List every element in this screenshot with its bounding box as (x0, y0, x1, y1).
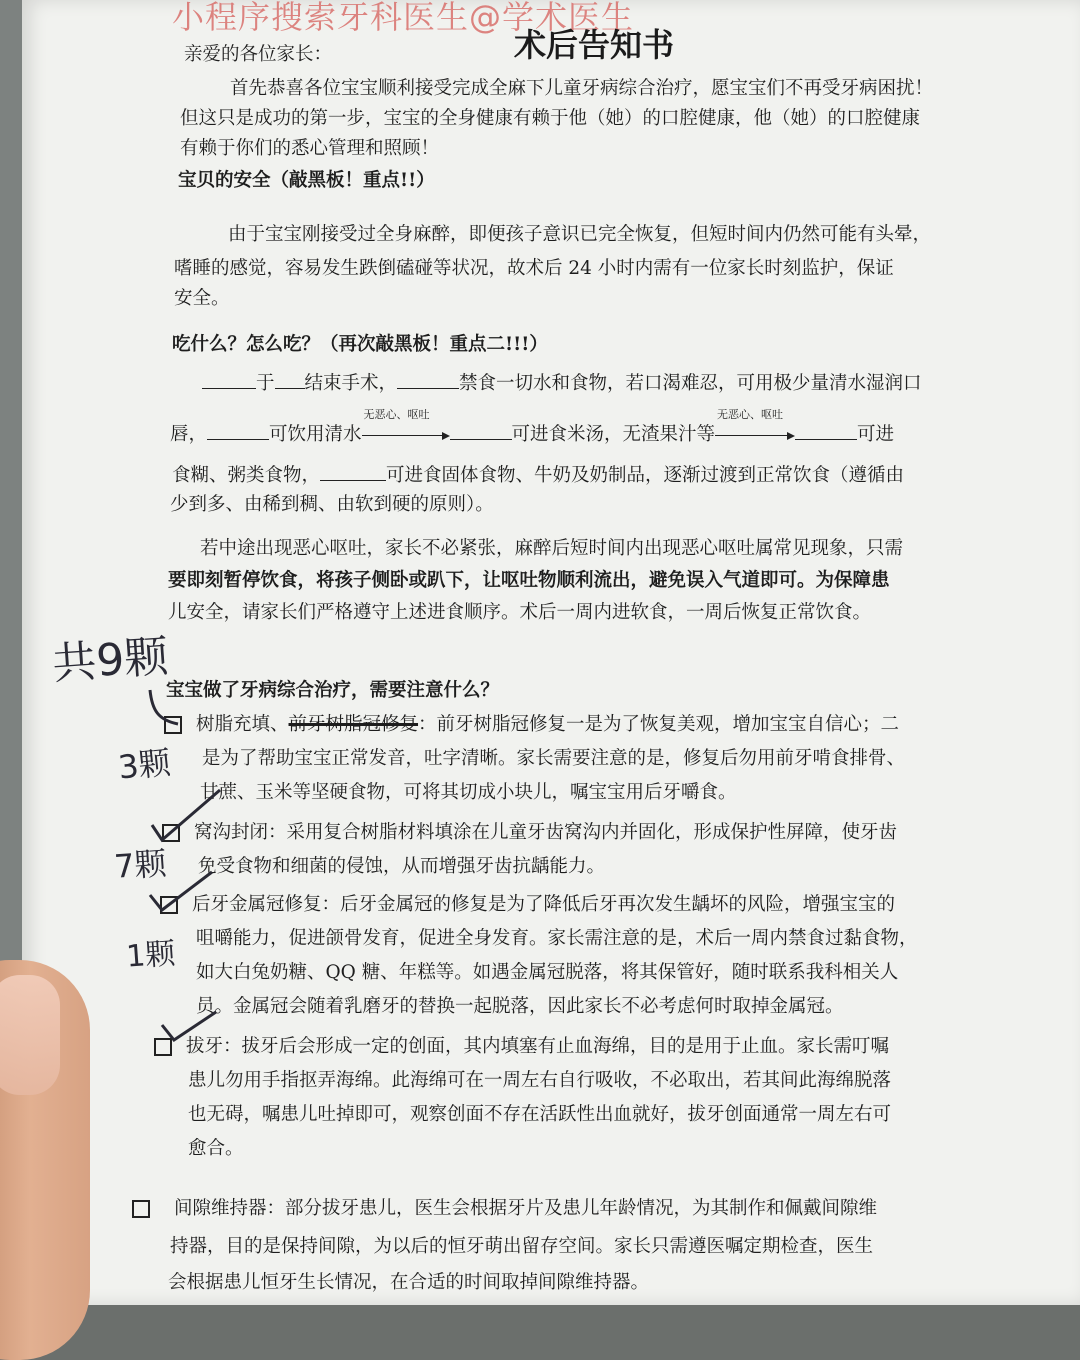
crown-line-3: 如大白兔奶糖、QQ 糖、年糕等。如遇金属冠脱落，将其保管好，随时联系我科相关人 (196, 962, 899, 983)
handwritten-total: 共9颗 (50, 631, 170, 690)
handwritten-resin-count: 3颗 (116, 743, 173, 787)
resin-line-2: 是为了帮助宝宝正常发音，吐字清晰。家长需要注意的是，修复后勿用前牙啃食排骨、 (202, 748, 906, 769)
crown-line-4: 员。金属冠会随着乳磨牙的替换一起脱落，因此家长不必考虑何时取掉金属冠。 (196, 996, 844, 1017)
greeting: 亲爱的各位家长： (184, 44, 333, 65)
checkmark-strokes (122, 640, 242, 1080)
page-title: 术后告知书 (514, 26, 675, 64)
arrow-no-nausea-2: 无恶心、呕吐 (715, 420, 795, 440)
sealant-line-2: 免受食物和细菌的侵蚀，从而增强牙齿抗龋能力。 (198, 856, 606, 877)
fill-blank-soup[interactable] (450, 421, 512, 440)
safety-line-1: 由于宝宝刚接受过全身麻醉，即便孩子意识已完全恢复，但短时间内仍然可能有头晕， (228, 224, 932, 245)
fill-blank-porridge[interactable] (795, 421, 857, 440)
resin-line-1: 树脂充填、前牙树脂冠修复：前牙树脂冠修复一是为了恢复美观，增加宝宝自信心；二 (164, 712, 899, 738)
intro-line-2: 但这只是成功的第一步，宝宝的全身健康有赖于他（她）的口腔健康，他（她）的口腔健康 (180, 108, 921, 129)
extract-line-2: 患儿勿用手指抠弄海绵。此海绵可在一周左右自行吸收，不必取出，若其间此海绵脱落 (188, 1070, 892, 1091)
extract-line-4: 愈合。 (188, 1138, 244, 1159)
vomit-line-3: 儿安全，请家长们严格遵守上述进食顺序。术后一周内进软食，一周后恢复正常饮食。 (168, 602, 872, 623)
handwritten-sealant-count: 7颗 (112, 844, 168, 886)
crown-line-2: 咀嚼能力，促进颌骨发育，促进全身发育。家长需注意的是，术后一周内禁食过黏食物， (196, 928, 918, 949)
eating-line-3: 食糊、粥类食物， 可进食固体食物、牛奶及奶制品，逐渐过渡到正常饮食（遵循由 (172, 462, 904, 489)
fill-blank-time[interactable] (202, 370, 256, 389)
maintainer-line-2: 持器，目的是保持间隙，为以后的恒牙萌出留存空间。家长只需遵医嘱定期检查，医生 (170, 1236, 874, 1257)
fill-blank-water[interactable] (207, 421, 269, 440)
eating-heading: 吃什么？怎么吃？（再次敲黑板！重点二!!!） (172, 334, 548, 355)
maintainer-line-1: 间隙维持器：部分拔牙患儿，医生会根据牙片及患儿年龄情况，为其制作和佩戴间隙维 (132, 1196, 877, 1222)
vomit-line-1: 若中途出现恶心呕吐，家长不必紧张，麻醉后短时间内出现恶心呕吐属常见现象，只需 (200, 538, 904, 559)
extract-line-1: 拔牙：拔牙后会形成一定的创面，其内填塞有止血海绵，目的是用于止血。家长需叮嘱 (154, 1034, 889, 1060)
vomit-line-2: 要即刻暂停饮食，将孩子侧卧或趴下，让呕吐物顺利流出，避免误入气道即可。为保障患 (168, 570, 890, 591)
resin-line-3: 甘蔗、玉米等坚硬食物，可将其切成小块儿，嘱宝宝用后牙嚼食。 (200, 782, 737, 803)
fill-blank-hour[interactable] (275, 370, 305, 389)
sealant-line-1: 窝沟封闭：采用复合树脂材料填涂在儿童牙齿窝沟内并固化，形成保护性屏障，使牙齿 (162, 820, 897, 846)
safety-line-3: 安全。 (174, 288, 230, 309)
thumbnail (0, 975, 60, 1095)
fill-blank-solid[interactable] (320, 462, 386, 481)
document-page (22, 0, 1080, 1305)
safety-line-2: 嗜睡的感觉，容易发生跌倒磕碰等状况，故术后 24 小时内需有一位家长时刻监护，保证 (174, 258, 894, 279)
intro-line-3: 有赖于你们的悉心管理和照顾！ (180, 138, 440, 159)
checkbox-maintainer[interactable] (132, 1200, 150, 1218)
crown-line-1: 后牙金属冠修复：后牙金属冠的修复是为了降低后牙再次发生龋坏的风险，增强宝宝的 (160, 892, 895, 918)
eating-line-2: 唇， 可饮用清水 无恶心、呕吐 可进食米汤，无渣果汁等 无恶心、呕吐 可进 (170, 408, 895, 445)
watermark: 小程序搜索牙科医生@学术医生 (172, 0, 635, 36)
extract-line-3: 也无碍，嘱患儿吐掉即可，观察创面不存在活跃性出血就好，拔牙创面通常一周左右可 (188, 1104, 892, 1125)
eating-line-1: 于 结束手术， 禁食一切水和食物，若口渴难忍，可用极少量清水湿润口 (202, 370, 922, 397)
safety-heading: 宝贝的安全（敲黑板！重点!!） (178, 170, 435, 191)
arrow-no-nausea: 无恶心、呕吐 (362, 420, 450, 440)
care-heading: 宝宝做了牙病综合治疗，需要注意什么？ (166, 680, 500, 701)
eating-line-4: 少到多、由稀到稠、由软到硬的原则）。 (170, 494, 494, 515)
maintainer-line-3: 会根据患儿恒牙生长情况，在合适的时间取掉间隙维持器。 (168, 1272, 650, 1293)
fill-blank-fast[interactable] (397, 370, 459, 389)
handwritten-crown-count: 1颗 (125, 936, 177, 975)
intro-line-1: 首先恭喜各位宝宝顺利接受完成全麻下儿童牙病综合治疗，愿宝宝们不再受牙病困扰！ (230, 78, 934, 99)
